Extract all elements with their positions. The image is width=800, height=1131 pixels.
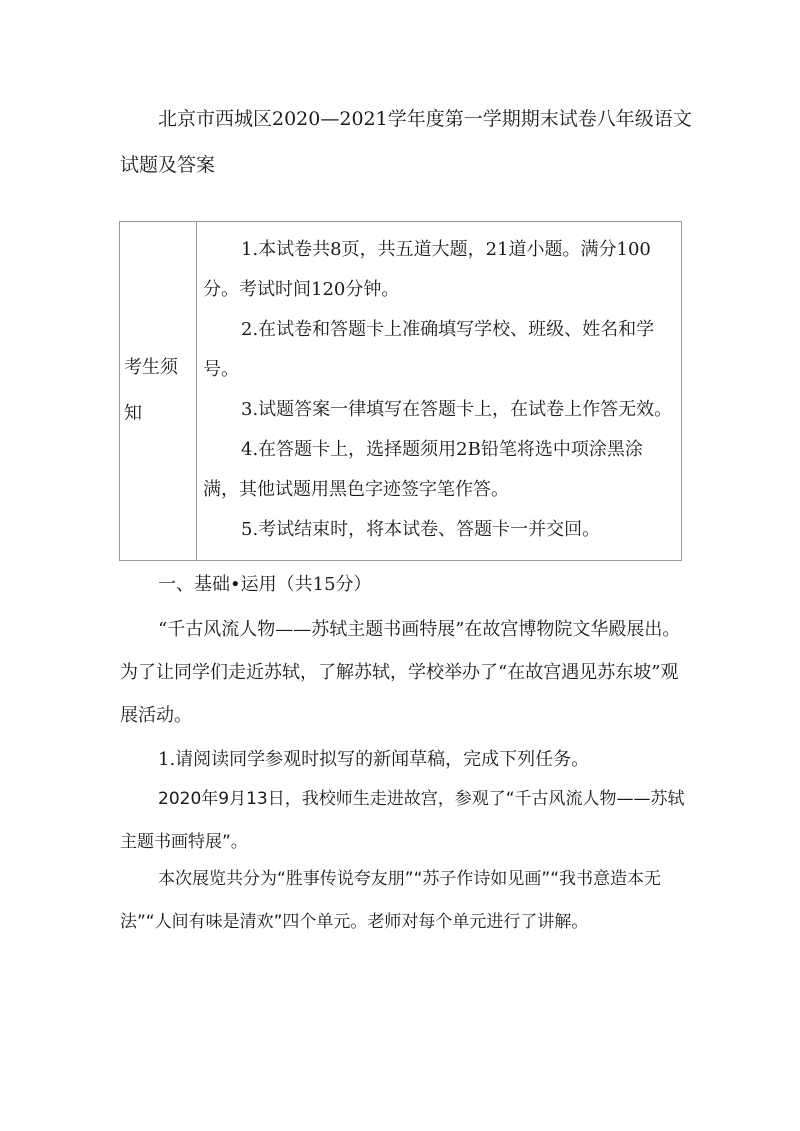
news-paragraph-2: 本次展览共分为“胜事传说夸友朋”“苏子作诗如见画”“我书意造本无法”“人间有味是清欢”四个单元。老师对每个单元进行了讲解。 <box>120 869 662 932</box>
news-paragraph-1: 2020年9月13日，我校师生走进故宫，参观了“千古风流人物——苏轼主题书画特展”。 <box>120 789 685 852</box>
notice-label-cell <box>120 222 197 560</box>
notice-item-2: 2.在试卷和答题卡上准确填写学校、班级、姓名和学号。 <box>203 319 655 380</box>
notice-items <box>197 222 681 560</box>
notice-item-1: 1.本试卷共8页，共五道大题，21道小题。满分100分。考试时间120分钟。 <box>203 239 651 300</box>
section-heading: 一、基础•运用（共15分） <box>158 574 372 595</box>
task-instruction: 1.请阅读同学参观时拟写的新闻草稿，完成下列任务。 <box>158 749 590 770</box>
notice-item-5: 5.考试结束时，将本试卷、答题卡一并交回。 <box>241 519 601 540</box>
notice-item-3: 3.试题答案一律填写在答题卡上，在试卷上作答无效。 <box>241 399 673 420</box>
intro-paragraph: “千古风流人物——苏轼主题书画特展”在故宫博物院文华殿展出。为了让同学们走近苏轼，了解苏轼，学校举办了“在故宫遇见苏东坡”观展活动。 <box>120 619 681 726</box>
notice-label: 考生须知 <box>124 357 178 424</box>
notice-item-4: 4.在答题卡上，选择题须用2B铅笔将选中项涂黑涂满，其他试题用黑色字迹签字笔作答。 <box>203 439 643 500</box>
document-title: 北京市西城区2020—2021学年度第一学期期末试卷八年级语文试题及答案 <box>120 108 692 176</box>
exam-notice-table <box>119 221 682 561</box>
